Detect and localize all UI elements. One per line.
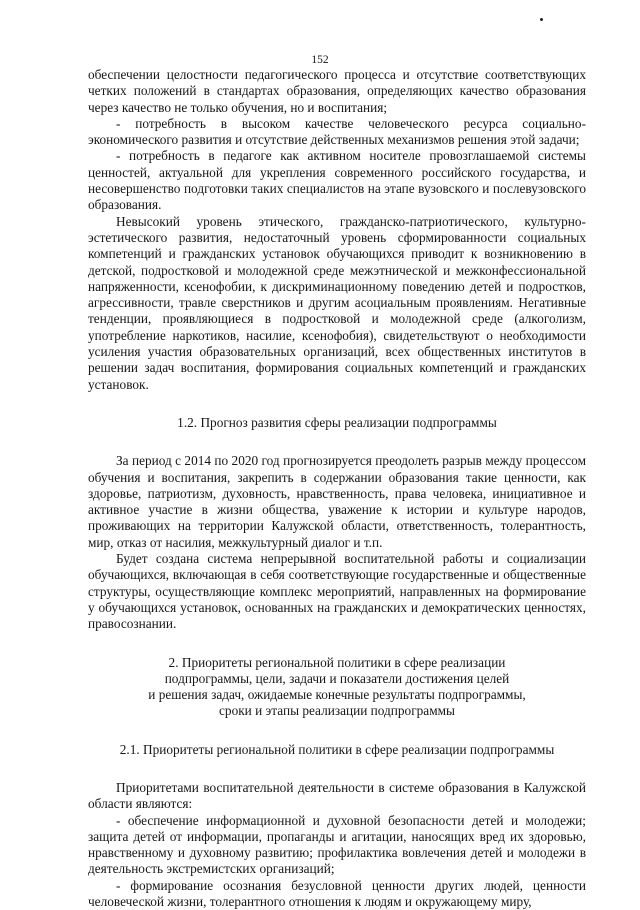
paragraph: Будет создана система непрерывной воспитательной работы и социализации обучающихся, включающая в себя соответствующие государственные и общественные структуры, осуществляющие комплекс мероприятий, направленных на формирование у обучающихся установок, основанных на гражданских и демократических ценностях, правосознании.: [88, 551, 586, 632]
section-heading: сроки и этапы реализации подпрограммы: [219, 703, 455, 719]
paragraph: - потребность в педагоге как активном носителе провозглашаемой системы ценностей, актуальной для укрепления современного российского государства, и несовершенство подготовки таких специалистов на этапе вузовского и послевузовского образования.: [88, 148, 586, 213]
section-heading: подпрограммы, цели, задачи и показатели достижения целей: [164, 670, 510, 686]
scan-speck: [540, 18, 543, 21]
section-heading: 2. Приоритеты региональной политики в сфере реализации: [168, 654, 506, 670]
paragraph: Невысокий уровень этического, гражданско-патриотического, культурно-эстетического развития, недостаточный уровень сформированности социальных компетенций и гражданских установок обучающихся приводит к возникновению в детской, подростковой и молодежной среде межэтнической и межконфессиональной напряженности, ксенофобии, к дискриминационному поведению детей и подростков, агрессивности, травле сверстников и другим асоциальным проявлениям. Негативные тенденции, проявляющиеся в подростковой и молодежной среде (алкоголизм, употребление наркотиков, насилие, ксенофобия), свидетельствуют о необходимости усиления участия образовательных организаций, всех общественных институтов в решении задач воспитания, формирования социальных компетенций и гражданских установок.: [88, 213, 586, 392]
section-heading: и решения задач, ожидаемые конечные результаты подпрограммы,: [148, 687, 526, 703]
block-spacer: [88, 633, 586, 655]
block-spacer: [88, 431, 586, 453]
section-heading: 1.2. Прогноз развития сферы реализации подпрограммы: [177, 414, 497, 430]
document-body: [88, 67, 586, 910]
paragraph: - формирование осознания безусловной ценности других людей, ценности человеческой жизни, толерантного отношения к людям и окружающему миру,: [88, 877, 586, 910]
page-number: 152: [311, 54, 329, 66]
paragraph: За период с 2014 по 2020 год прогнозируется преодолеть разрыв между процессом обучения и воспитания, закрепить в содержании образования такие ценности, как здоровье, патриотизм, духовность, нравственность, права человека, инициативное и активное участие в жизни общества, уважение к истории и культуре народов, проживающих на территории Калужской области, ответственность, толерантность, мир, отказ от насилия, межкультурный диалог и т.п.: [88, 453, 586, 550]
block-spacer: [88, 393, 586, 415]
paragraph: - обеспечение информационной и духовной безопасности детей и молодежи; защита детей от информации, пропаганды и агитации, наносящих вред их здоровью, нравственному и духовному развитию; профилактика вовлечения детей и молодежи в деятельность экстремистских организаций;: [88, 812, 586, 877]
paragraph: - потребность в высоком качестве человеческого ресурса социально-экономического развития и отсутствие действенных механизмов решения этой задачи;: [88, 115, 586, 148]
block-spacer: [88, 720, 586, 742]
section-heading: 2.1. Приоритеты региональной политики в сфере реализации подпрограммы: [119, 741, 555, 757]
paragraph: обеспечении целостности педагогического процесса и отсутствие соответствующих четких положений в стандартах образования, определяющих качество образования через качество не только обучения, но и воспитания;: [88, 67, 586, 115]
block-spacer: [88, 758, 586, 780]
paragraph: Приоритетами воспитательной деятельности в системе образования в Калужской области являются:: [88, 779, 586, 812]
